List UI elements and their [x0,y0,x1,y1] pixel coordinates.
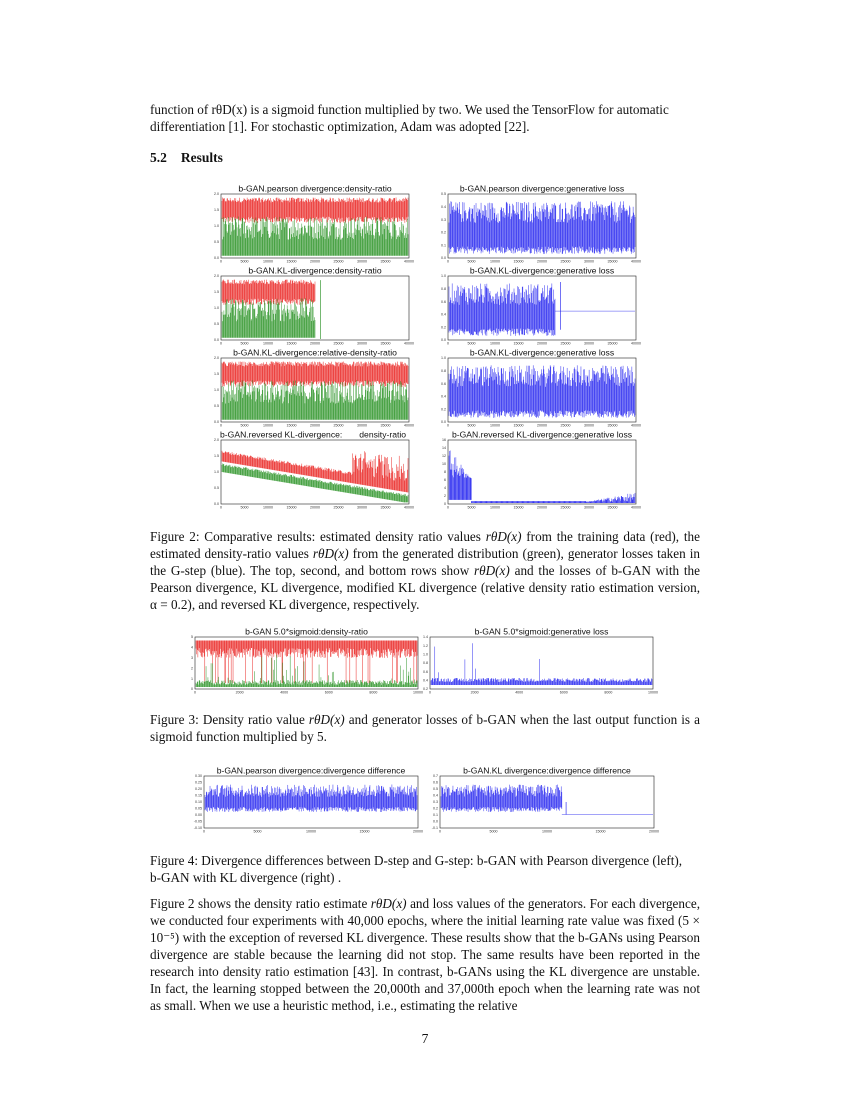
fig2-panel-6-xtick: 40000 [631,423,641,428]
fig2-panel-3-title: b-GAN.KL-divergence:density-ratio [248,265,382,276]
fig2-panel-4-xtick: 0 [447,341,449,346]
fig2-panel-5-ytick: 0.5 [214,404,219,409]
fig2-panel-5-ytick: 2.0 [214,356,219,361]
page-number: 7 [421,1031,429,1046]
fig2-panel-7-xtick: 20000 [310,505,320,510]
fig3-panel-1-ytick: 0 [191,687,193,692]
fig2-panel-5-panel [214,348,414,428]
fig4-panel-1-ytick: 0.25 [195,780,202,785]
fig2-panel-1-xtick: 40000 [404,259,414,264]
fig2-panel-8-ytick: 16 [442,438,446,443]
fig2-panel-8-ytick: 12 [442,454,446,459]
fig2-panel-8-panel [442,430,641,510]
fig2-panel-8-ytick: 2 [444,494,446,499]
fig2-panel-7-title: b-GAN.reversed KL-divergence: [220,429,343,440]
figure-3-caption [150,711,700,745]
fig2-caption-d: and the losses of b-GAN with the Pearson divergence, KL divergence, modified KL divergence (relative density ratio estimation version, α = 0.2), and reversed KL divergence, respectively. [150,563,700,612]
fig2-panel-7-xtick: 25000 [333,505,344,510]
fig2-panel-8-xtick: 25000 [560,505,571,510]
fig3-panel-1-ytick: 3 [191,656,193,660]
fig3-panel-1-xtick: 2000 [235,690,244,695]
figure-4 [190,764,660,836]
fig2-caption-c: from the generated distribution (green), generator losses taken in the G-step (blue). The top, second, and bottom rows show [150,546,700,578]
fig3-panel-2-xtick: 2000 [470,690,479,695]
fig2-caption-a: Figure 2: Comparative results: estimated density ratio values [150,529,486,544]
fig4-panel-1-ytick: -0.10 [193,826,202,831]
fig3-panel-1-xtick: 10000 [413,690,423,695]
fig2-panel-8-axes [448,440,636,504]
fig3-panel-2-panel [423,627,658,695]
fig2-panel-6-ytick: 0.2 [441,407,446,412]
fig4-panel-1-ytick: 0.20 [195,787,202,792]
fig3-panel-1-xtick: 0 [194,690,196,695]
fig2-panel-8-xtick: 0 [447,505,449,510]
fig2-panel-7-xtick: 10000 [263,505,273,510]
fig2-panel-5-xtick: 10000 [263,423,273,428]
fig2-panel-8-xtick: 20000 [537,505,547,510]
fig2-caption-math-2: rθD(x) [312,546,349,561]
fig3-caption-a: Figure 3: Density ratio value [150,712,309,727]
fig4-panel-2-panel [432,766,659,834]
fig2-panel-3-xtick: 15000 [286,341,297,346]
fig2-panel-2-ytick: 0.0 [441,256,446,261]
fig2-panel-5-xtick: 30000 [357,423,367,428]
body-text-a: Figure 2 shows the density ratio estimate [150,896,371,911]
fig2-panel-8-xtick: 10000 [490,505,500,510]
fig2-panel-2-xtick: 40000 [631,259,641,264]
fig3-panel-2-ytick: 0.4 [423,678,428,683]
fig2-panel-8-ytick: 6 [444,478,446,483]
fig2-panel-5-xtick: 5000 [240,423,249,428]
fig2-panel-2-xtick: 5000 [467,259,476,264]
fig2-panel-2-xtick: 15000 [513,259,524,264]
fig2-panel-6-xtick: 25000 [560,423,571,428]
fig3-panel-2-ytick: 0.2 [423,687,428,692]
fig2-panel-3-xtick: 30000 [357,341,367,346]
fig2-panel-7-xtick: 40000 [404,505,414,510]
fig4-panel-1-xtick: 5000 [253,829,262,834]
fig3-caption-math: rθD(x) [308,712,345,727]
fig2-panel-5-ytick: 0.0 [214,420,219,425]
fig2-panel-1-panel [214,184,414,264]
fig2-panel-1-xtick: 30000 [357,259,367,264]
fig3-panel-2-xtick: 0 [429,690,431,695]
fig2-panel-4-panel [441,266,641,346]
fig2-panel-6-title: b-GAN.KL-divergence:generative loss [469,347,615,358]
fig2-panel-8-ytick: 10 [442,462,446,467]
fig3-panel-2-ytick: 0.8 [423,661,428,666]
section-heading [150,150,223,166]
fig2-panel-5-ytick: 1.5 [214,372,219,377]
fig2-panel-5-xtick: 35000 [380,423,391,428]
fig2-panel-2-ytick: 0.5 [441,192,446,197]
fig2-panel-4-ytick: 0.6 [441,299,446,304]
fig2-panel-3-ytick: 0.0 [214,338,219,343]
fig2-panel-6-xtick: 10000 [490,423,500,428]
fig2-panel-4-ytick: 0.0 [441,338,446,343]
fig4-panel-2-ytick: 0.5 [433,787,438,792]
fig2-panel-6-panel [441,348,641,428]
fig2-caption-math-1: rθD(x) [485,529,522,544]
fig4-panel-2-xtick: 5000 [489,829,498,834]
fig4-panel-1-ytick: 0.00 [195,813,202,818]
fig2-panel-7-ytick: 1.0 [214,470,219,475]
fig2-panel-6-xtick: 30000 [584,423,594,428]
figure-2-caption [150,528,700,613]
fig4-panel-1-ytick: -0.05 [193,819,202,824]
fig2-panel-6-xtick: 15000 [513,423,524,428]
fig4-caption-line-2: b-GAN with KL divergence (right) . [150,870,342,885]
fig4-panel-1-xtick: 0 [203,829,205,834]
fig3-caption-b: and generator losses of b-GAN when the last output function is a sigmoid function multiplied by 5. [150,712,701,744]
fig2-panel-8-ytick: 0 [444,502,446,507]
fig2-panel-2-ytick: 0.2 [441,230,446,235]
fig2-panel-6-ytick: 1.0 [441,356,446,361]
fig3-panel-1-ytick: 1 [191,676,193,681]
fig2-panel-2-title: b-GAN.pearson divergence:generative loss [459,184,625,194]
body-text-math: rθD(x) [370,896,407,911]
fig2-panel-4-ytick: 1.0 [441,274,446,279]
fig2-panel-4-ytick: 0.2 [441,325,446,330]
fig2-panel-2-panel [441,184,641,264]
fig3-panel-1-panel [191,627,423,695]
fig2-panel-8-ytick: 8 [444,470,446,475]
fig4-caption-line-1: Figure 4: Divergence differences between D-step and G-step: b-GAN with Pearson divergence (left), [150,853,683,868]
fig2-panel-3-xtick: 0 [220,341,222,346]
fig2-panel-7-ytick: 0.5 [214,486,219,491]
fig2-panel-1-ytick: 2.0 [214,192,219,197]
fig4-panel-1-panel [194,766,423,834]
body-text-b: and loss values of the generators. For each divergence, we conducted four experiments with 40,000 epochs, where the initial learning rate value was fixed (5 × 10⁻⁵) with the exception of reversed KL divergence. These results show that the b-GANs using Pearson divergence are stable because the learning did not stop. The same results have been reported in the research into density ratio estimation [43]. In contrast, b-GANs using the KL divergence are unstable. In fact, the learning stopped between the 20,000th and 37,000th epoch when the learning rate was not as small. When we use a heuristic method, i.e., estimating the relative [150,896,700,1013]
fig3-panel-2-xtick: 4000 [515,690,524,695]
fig2-panel-8-xtick: 35000 [607,505,618,510]
fig2-panel-6-xtick: 20000 [537,423,547,428]
fig3-panel-1-ytick: 5 [191,635,193,640]
fig2-panel-1-xtick: 15000 [286,259,297,264]
fig2-panel-8-xtick: 15000 [513,505,524,510]
fig3-panel-1-xtick: 8000 [369,690,378,695]
fig2-panel-7-title-extra: density-ratio [359,429,407,440]
fig2-panel-8-title: b-GAN.reversed KL-divergence:generative loss [451,429,633,440]
fig2-panel-3-xtick: 40000 [404,341,414,346]
fig4-panel-2-ytick: 0.1 [433,813,438,818]
figure-4-caption [150,852,700,886]
fig2-panel-7-xtick: 5000 [240,505,249,510]
fig2-panel-6-xtick: 5000 [467,423,476,428]
fig2-panel-6-xtick: 35000 [607,423,618,428]
fig4-panel-1-xtick: 10000 [306,829,316,834]
fig2-caption-math-3: rθD(x) [474,563,510,578]
fig2-panel-2-xtick: 0 [447,259,449,264]
fig2-panel-2-xtick: 10000 [490,259,500,264]
fig2-panel-1-ytick: 0.0 [214,256,219,261]
fig4-panel-1-ytick: 0.30 [195,774,202,779]
fig2-panel-3-xtick: 5000 [240,341,249,346]
fig2-panel-4-xtick: 10000 [490,341,500,346]
fig3-panel-2-title: b-GAN 5.0*sigmoid:generative loss [474,626,609,637]
fig2-panel-1-xtick: 25000 [333,259,344,264]
fig2-panel-1-xtick: 0 [220,259,222,264]
fig2-panel-4-xtick: 30000 [584,341,594,346]
fig2-panel-5-title: b-GAN.KL-divergence:relative-density-ratio [233,347,397,358]
fig2-panel-1-xtick: 5000 [240,259,249,264]
figure-4-plots [190,764,660,836]
fig4-panel-1-xtick: 20000 [413,829,423,834]
fig4-panel-2-ytick: 0.3 [433,800,438,805]
fig2-caption-b: from the training data (red), the estimated density-ratio values [150,529,700,561]
fig4-panel-2-ytick: 0.0 [433,819,438,824]
fig2-panel-2-xtick: 35000 [607,259,618,264]
fig2-panel-7-xtick: 30000 [357,505,367,510]
fig2-panel-6-xtick: 0 [447,423,449,428]
figure-2 [195,184,655,514]
fig3-panel-2-ytick: 0.6 [423,669,428,674]
fig4-panel-1-ytick: 0.10 [195,800,202,805]
intro-line-1: function of rθD(x) is a sigmoid function multiplied by two. We used the TensorFlow for automatic [150,102,669,117]
fig2-panel-2-ytick: 0.1 [441,243,446,248]
intro-line-2: differentiation [1]. For stochastic optimization, Adam was adopted [22]. [150,119,530,134]
fig2-panel-1-ytick: 1.0 [214,224,219,229]
fig2-panel-3-ytick: 0.5 [214,322,219,327]
fig2-panel-6-ytick: 0.6 [441,381,446,386]
fig2-panel-3-panel [214,266,414,346]
fig4-panel-2-ytick: 0.2 [433,806,438,811]
fig2-panel-5-ytick: 1.0 [214,388,219,393]
fig2-panel-8-ytick: 14 [442,446,446,451]
intro-paragraph [150,101,700,135]
fig3-panel-1-ytick: 2 [191,666,193,671]
fig4-panel-2-xtick: 15000 [595,829,606,834]
fig2-panel-3-ytick: 2.0 [214,274,219,279]
fig2-panel-1-xtick: 10000 [263,259,273,264]
fig2-panel-7-xtick: 15000 [286,505,297,510]
fig4-panel-1-xtick: 15000 [359,829,370,834]
fig2-panel-8-xtick: 40000 [631,505,641,510]
fig2-panel-2-ytick: 0.3 [441,217,446,222]
fig2-panel-4-ytick: 0.4 [441,312,446,317]
fig2-panel-6-ytick: 0.8 [441,369,446,373]
fig4-panel-2-xtick: 20000 [649,829,659,834]
section-title: Results [180,150,223,165]
fig2-panel-7-ytick: 2.0 [214,438,219,443]
fig4-panel-2-xtick: 10000 [542,829,552,834]
fig3-panel-2-ytick: 1.0 [423,652,428,657]
fig2-panel-4-xtick: 15000 [513,341,524,346]
section-number: 5.2 [150,150,167,165]
figure-3-plots [185,624,665,696]
fig2-panel-1-ytick: 0.5 [214,240,219,245]
figure-3 [185,624,665,696]
fig2-panel-4-title: b-GAN.KL-divergence:generative loss [469,265,615,276]
fig2-panel-5-xtick: 0 [220,423,222,428]
fig4-panel-2-xtick: 0 [439,829,441,834]
figure-2-plots [195,184,655,514]
fig2-panel-8-xtick: 30000 [584,505,594,510]
fig2-panel-3-ytick: 1.0 [214,306,219,311]
fig2-panel-3-xtick: 25000 [333,341,344,346]
fig2-panel-2-xtick: 20000 [537,259,547,264]
fig4-panel-1-ytick: 0.05 [195,806,202,811]
fig3-panel-1-ytick: 4 [191,645,193,650]
fig4-panel-2-ytick: 0.4 [433,793,438,798]
body-paragraph [150,895,700,1014]
fig2-panel-6-ytick: 0.0 [441,420,446,425]
fig2-panel-3-xtick: 35000 [380,341,391,346]
fig3-panel-2-xtick: 6000 [559,690,568,695]
fig2-panel-5-xtick: 15000 [286,423,297,428]
fig4-panel-2-ytick: 0.7 [433,774,438,779]
fig2-panel-1-title: b-GAN.pearson divergence:density-ratio [238,184,392,194]
fig4-panel-1-ytick: 0.15 [195,793,202,798]
fig3-panel-1-xtick: 4000 [280,690,289,695]
fig2-panel-7-xtick: 0 [220,505,222,510]
fig2-panel-5-xtick: 20000 [310,423,320,428]
fig2-panel-1-ytick: 1.5 [214,208,219,213]
fig2-panel-2-ytick: 0.4 [441,205,446,209]
fig3-panel-2-ytick: 1.2 [423,643,428,648]
fig2-panel-4-ytick: 0.8 [441,287,446,291]
fig2-panel-6-ytick: 0.4 [441,394,446,399]
fig2-panel-4-xtick: 20000 [537,341,547,346]
fig2-panel-7-ytick: 1.5 [214,454,219,459]
fig3-panel-2-xtick: 8000 [604,690,613,695]
fig2-panel-2-xtick: 30000 [584,259,594,264]
fig2-panel-7-ytick: 0.0 [214,502,219,507]
fig4-panel-2-axes [440,776,654,828]
fig4-panel-1-title: b-GAN.pearson divergence:divergence difference [216,765,406,776]
fig3-panel-1-title: b-GAN 5.0*sigmoid:density-ratio [245,626,368,637]
fig2-panel-5-xtick: 25000 [333,423,344,428]
fig2-panel-4-xtick: 40000 [631,341,641,346]
fig2-panel-5-xtick: 40000 [404,423,414,428]
fig2-panel-4-xtick: 35000 [607,341,618,346]
fig2-panel-7-panel [214,430,414,510]
fig3-panel-1-xtick: 6000 [324,690,333,695]
fig2-panel-1-xtick: 35000 [380,259,391,264]
fig4-panel-2-ytick: 0.6 [433,780,438,785]
fig2-panel-8-ytick: 4 [444,486,446,491]
fig2-panel-3-ytick: 1.5 [214,290,219,295]
fig2-panel-2-xtick: 25000 [560,259,571,264]
fig4-panel-2-title: b-GAN.KL divergence:divergence difference [463,765,631,776]
fig3-panel-2-ytick: 1.4 [423,635,428,640]
fig2-panel-4-xtick: 25000 [560,341,571,346]
fig2-panel-8-xtick: 5000 [467,505,476,510]
fig3-panel-2-xtick: 10000 [648,690,658,695]
fig4-panel-2-ytick: -0.1 [431,826,438,831]
fig2-panel-3-xtick: 10000 [263,341,273,346]
fig2-panel-1-xtick: 20000 [310,259,320,264]
fig2-panel-4-xtick: 5000 [467,341,476,346]
fig2-panel-3-xtick: 20000 [310,341,320,346]
fig2-panel-7-xtick: 35000 [380,505,391,510]
